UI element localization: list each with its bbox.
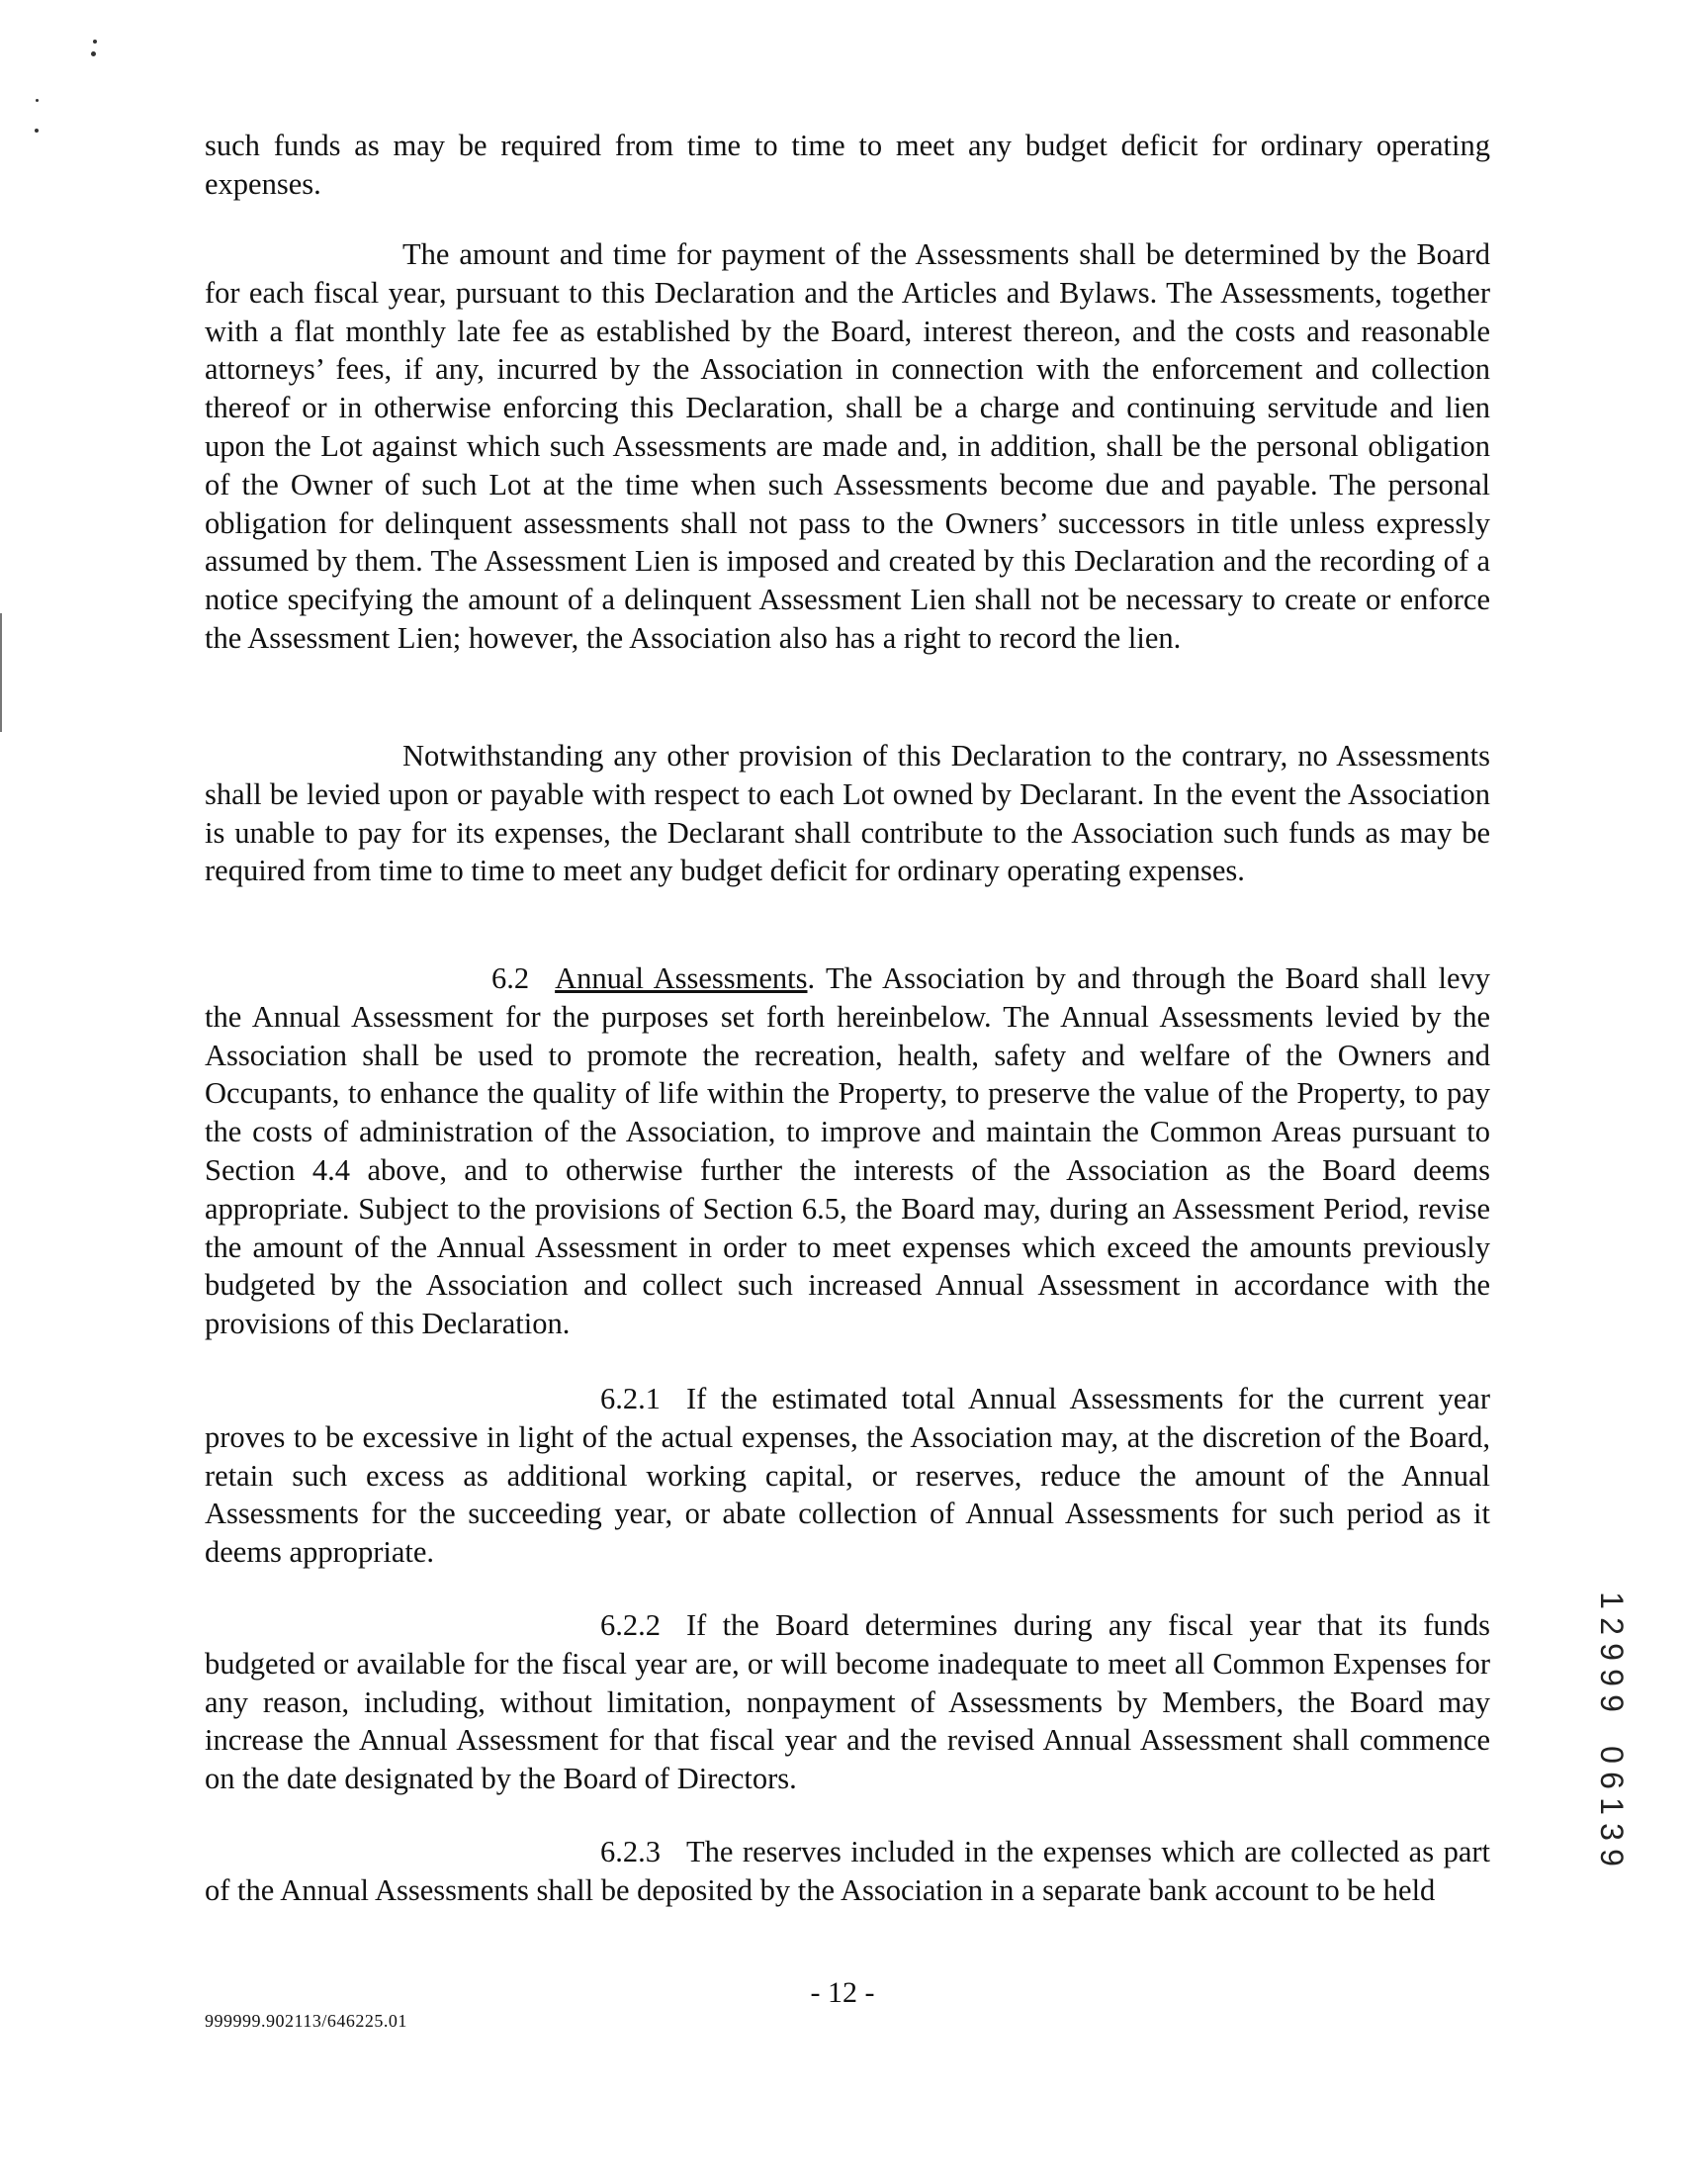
section-number: 6.2.2 xyxy=(600,1608,661,1642)
stamp-digit: 0 xyxy=(1594,1746,1630,1764)
section-number: 6.2.1 xyxy=(600,1382,661,1415)
stamp-digit: 3 xyxy=(1594,1823,1630,1841)
page-number: - 12 - xyxy=(810,1976,875,2009)
section-body: If the Board determines during any fiscal year that its funds budgeted or available for the fiscal year are, or will become inadequate to meet all Common Expenses for any reason, including, without limitation, nonpayment of Assessments by Members, the Board may increase the Annual Assessment for that fiscal year and the revised Annual Assessment shall commence on the date designated by the Board of Directors. xyxy=(205,1608,1490,1796)
scan-speck xyxy=(35,129,39,133)
stamp-digit: 2 xyxy=(1594,1617,1630,1635)
stamp-second-group xyxy=(1592,1742,1632,1870)
paragraph-declarant-exemption: Notwithstanding any other provision of this Declaration to the contrary, no Assessments shall be levied upon or payable with respect to each Lot owned by Declarant. In the event the Association is unable to pay for its expenses, the Declarant shall contribute to the Association such funds as may be required from time to time to meet any budget deficit for ordinary operating expenses. xyxy=(205,739,1490,888)
paragraph-assessment-payment: The amount and time for payment of the Assessments shall be determined by the Board for each fiscal year, pursuant to this Declaration and the Articles and Bylaws. The Assessments, together with a flat monthly late fee as established by the Board, interest thereon, and the costs and reasonable attorneys’ fees, if any, incurred by the Association in connection with the enforcement and collection thereof or in otherwise enforcing this Declaration, shall be a charge and continuing servitude and lien upon the Lot against which such Assessments are made and, in addition, shall be the personal obligation of the Owner of such Lot at the time when such Assessments become due and payable. The personal obligation for delinquent assessments shall not pass to the Owners’ successors in title unless expressly assumed by them. The Assessment Lien is imposed and created by this Declaration and the recording of a notice specifying the amount of a delinquent Assessment Lien shall not be necessary to create or enforce the Assessment Lien; however, the Association also has a right to record the lien. xyxy=(205,237,1490,655)
section-body: The reserves included in the expenses which are collected as part of the Annual Assessments shall be deposited by the Association in a separate bank account to be held xyxy=(205,1835,1490,1907)
stamp-digit: 6 xyxy=(1594,1772,1630,1789)
section-heading: Annual Assessments xyxy=(555,961,808,995)
scan-speck xyxy=(93,40,97,44)
stamp-digit: 9 xyxy=(1594,1643,1630,1661)
stamp-digit: 1 xyxy=(1594,1797,1630,1815)
stamp-digit: 9 xyxy=(1594,1694,1630,1712)
section-6-2 xyxy=(205,959,1490,1343)
section-6-2-3 xyxy=(205,1833,1490,1910)
section-6-2-1 xyxy=(205,1380,1490,1572)
scan-speck xyxy=(91,51,96,56)
stamp-digit: 9 xyxy=(1594,1669,1630,1686)
stamp-first-group xyxy=(1592,1588,1632,1716)
scan-speck xyxy=(36,99,39,102)
stamp-digit: 1 xyxy=(1594,1592,1630,1609)
section-body: . The Association by and through the Board shall levy the Annual Assessment for the purposes set forth hereinbelow. The Annual Assessments levied by the Association shall be used to promote the recreation, health, safety and welfare of the Owners and Occupants, to enhance the quality of life within the Property, to preserve the value of the Property, to pay the costs of administration of the Association, to improve and maintain the Common Areas pursuant to Section 4.4 above, and to otherwise further the interests of the Association as the Board deems appropriate. Subject to the provisions of Section 6.5, the Board may, during an Assessment Period, revise the amount of the Annual Assessment in order to meet expenses which exceed the amounts previously budgeted by the Association and collect such increased Annual Assessment in accordance with the provisions of this Declaration. xyxy=(205,961,1490,1341)
scan-edge-line xyxy=(0,613,2,732)
section-number: 6.2.3 xyxy=(600,1835,661,1868)
section-number: 6.2 xyxy=(491,961,530,995)
section-body: If the estimated total Annual Assessments for the current year proves to be excessive in light of the actual expenses, the Association may, at the discretion of the Board, retain such excess as additional working capital, or reserves, reduce the amount of the Annual Assessments for the succeeding year, or abate collection of Annual Assessments for such period as it deems appropriate. xyxy=(205,1382,1490,1570)
recording-stamp xyxy=(1592,1588,1632,1870)
section-6-2-2 xyxy=(205,1606,1490,1798)
document-id: 999999.902113/646225.01 xyxy=(205,2011,407,2031)
stamp-digit: 9 xyxy=(1594,1849,1630,1866)
paragraph-continuation: such funds as may be required from time to time to meet any budget deficit for ordinary operating expenses. xyxy=(205,129,1490,201)
